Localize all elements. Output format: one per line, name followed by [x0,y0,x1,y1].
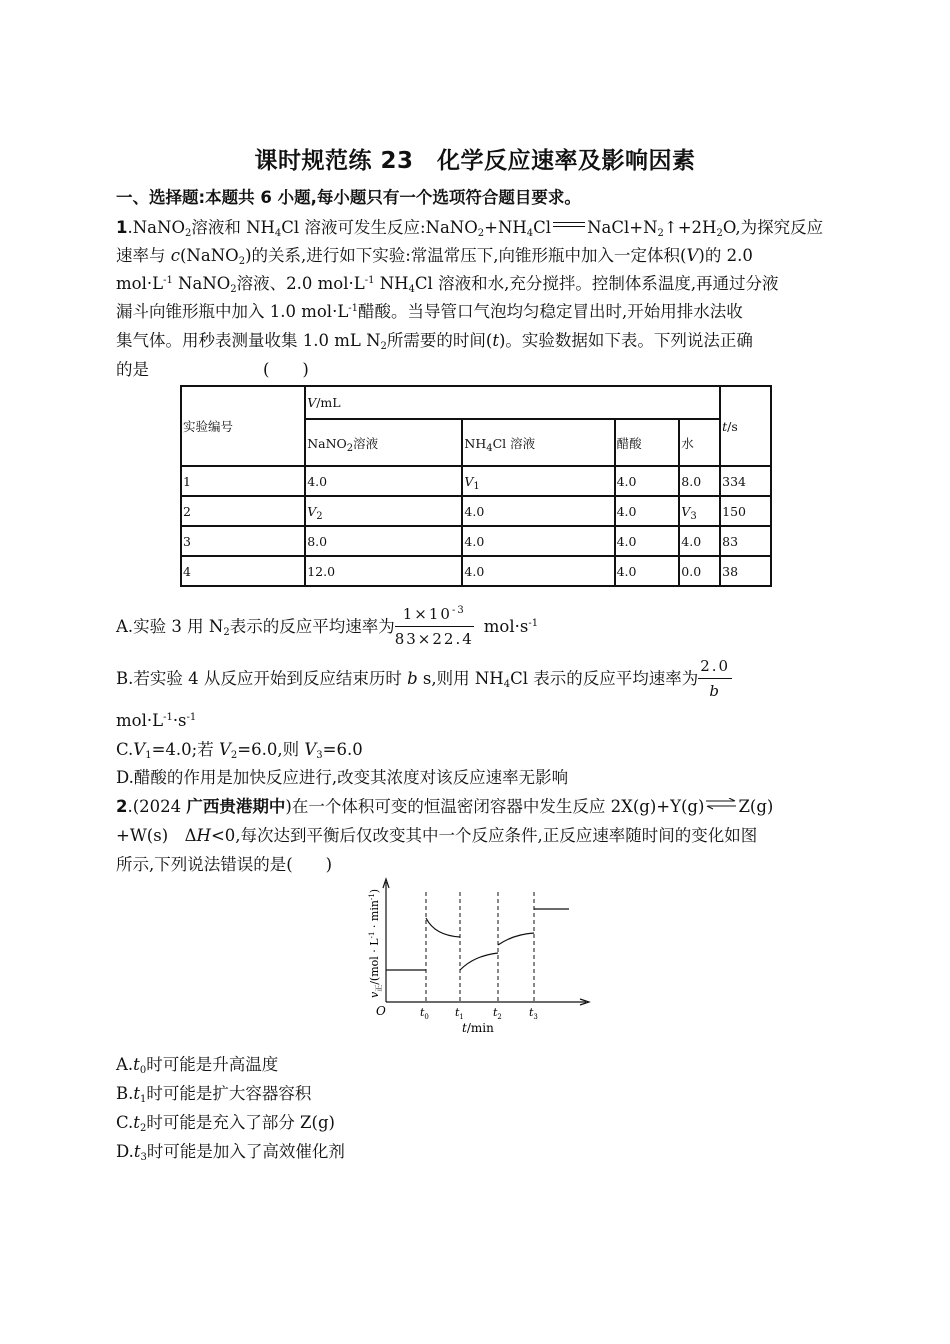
q2-line-3: 所示,下列说法错误的是( ) [116,855,333,874]
header-water: 水 [679,419,720,466]
rate-segment-t2-t3 [498,933,534,945]
header-volume: V/mL [305,386,720,419]
q2-line-2: +W(s) ΔH<0,每次达到平衡后仅改变其中一个反应条件,正反应速率随时间的变化如图 [116,826,758,845]
q1-line-2: 速率与 c(NaNO$_2$)的关系,进行如下实验:常温常压下,向锥形瓶中加入一定体积(V)的 2.0 [116,246,753,267]
table-row: 4 12.0 4.0 4.0 0.0 38 [181,556,771,586]
q1-line-4: 漏斗向锥形瓶中加入 1.0 $mol\cdot L^{-1}$醋酸。当导管口气泡均匀稳定冒出时,开始用排水法收 [116,302,743,321]
experiment-table [180,385,772,587]
t3-tick-label: $t_3$ [529,1006,538,1021]
q1-option-b-unit: $mol\cdot L^{-1}\cdot s^{-1}$ [116,711,197,730]
t0-tick-label: $t_0$ [420,1006,429,1021]
q2-option-c: $C.t_2$时可能是充入了部分 Z(g) [116,1113,335,1134]
q2-option-d: $D.t_3$时可能是加入了高效催化剂 [116,1142,345,1163]
option-b-fraction: $\frac{2.0}{b}$ [700,657,731,700]
header-time: t/s [720,386,771,466]
x-axis-label: t/min [462,1021,494,1035]
q1-option-b: B.若实验 4 从反应开始到反应结束历时 b s,则用 $NH_4Cl$ 表示的反应平均速率为 $\frac{2.0}{b}$ [116,657,731,700]
header-experiment-number: 实验编号 [181,386,305,466]
header-nano2: NaNO$_2$溶液 [305,419,462,466]
q2-option-b: $B.t_1$时可能是扩大容器容积 [116,1084,312,1105]
page-title: 课时规范练 23 化学反应速率及影响因素 [254,148,696,174]
t2-tick-label: $t_2$ [493,1006,502,1021]
table-row: 1 4.0 $V_1$ 4.0 8.0 334 [181,466,771,496]
answer-blank: ( ) [263,360,309,379]
table-row: 2 $V_2$ 4.0 4.0 $V_3$ 150 [181,496,771,526]
table-row: 3 8.0 4.0 4.0 4.0 83 [181,526,771,556]
y-axis-label: $v_正/(mol \cdot L^{-1} \cdot \min^{-1})$ [368,888,383,998]
q2-line-1: 2.(2024 广西贵港期中)在一个体积可变的恒温密闭容器中发生反应 2X(g)+Y(g) Z(g) [116,797,774,816]
q1-line-6: 的是 ( ) [116,360,309,379]
rate-segment-t0-t1 [426,918,460,937]
q2-option-a: $A.t_0$时可能是升高温度 [116,1055,279,1076]
rate-time-chart [354,870,594,1040]
q1-line-5: 集气体。用秒表测量收集 1.0 mL $N_2$所需要的时间(t)。实验数据如下表。下列说法正确 [116,331,753,352]
t1-tick-label: $t_1$ [455,1006,464,1021]
origin-label: O [376,1004,386,1018]
q1-line-1: 1.NaNO$_2$溶液和 $NH_4Cl$ 溶液可发生反应$:NaNO_2+NH_4Cl$ $NaCl+N_2↑+2H_2O$,为探究反应 [116,218,824,239]
reversible-arrow-icon [704,798,738,810]
q1-line-3: $mol\cdot L^{-1}$ NaNO$_2$溶液、2.0 $mol\cdot L^{-1}$ $NH_4Cl$ 溶液和水,充分搅拌。控制体系温度,再通过分液 [116,274,779,295]
header-acetic-acid: 醋酸 [615,419,680,466]
equals-arrow-icon [551,220,587,230]
rate-segment-t1-t2 [460,953,498,970]
option-a-fraction: $\frac{1\times 10^{-3}}{83\times 22.4}$ [394,605,474,648]
q1-option-d: D.醋酸的作用是加快反应进行,改变其浓度对该反应速率无影响 [116,768,569,787]
section-heading: 一、选择题:本题共 6 小题,每小题只有一个选项符合题目要求。 [116,188,581,207]
q1-option-c: $C.V_1=4.0$;若 $V_2=6.0$,则 $V_3=6.0$ [116,740,363,761]
q1-option-a: A.实验 3 用 $N_2$表示的反应平均速率为 $\frac{1\times 10^{-3}}{83\times 22.4}$ $mol\cdot s^{-1}$ [116,605,539,648]
header-nh4cl: $NH_4Cl$ 溶液 [462,419,614,466]
